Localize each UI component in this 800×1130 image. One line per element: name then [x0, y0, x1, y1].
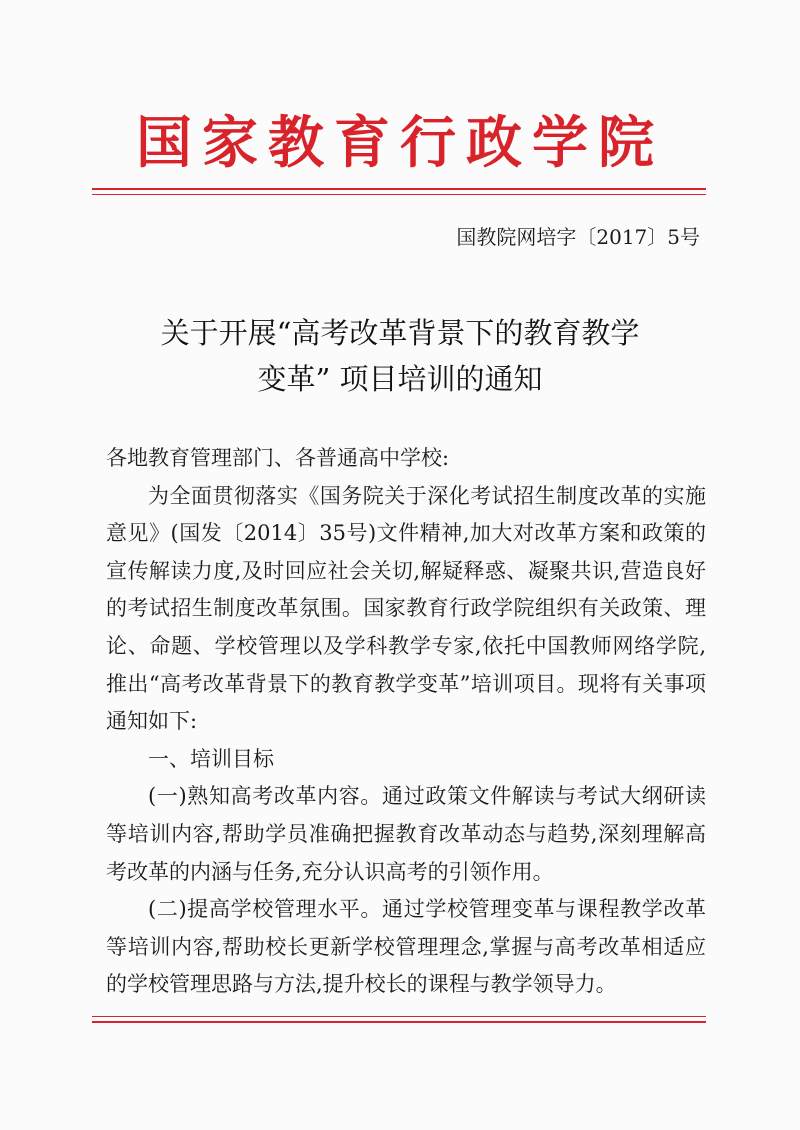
title-line-1: 关于开展“高考改革背景下的教育教学 [160, 316, 640, 350]
document-body [106, 440, 706, 1004]
footer-rule-thick [92, 1021, 706, 1023]
objective-item-2: (二)提高学校管理水平。通过学校管理变革与课程教学改革等培训内容,帮助校长更新学校管理理念,掌握与高考改革相适应的学校管理思路与方法,提升校长的课程与教学领导力。 [106, 897, 706, 997]
document-number: 国教院网培字〔2017〕5号 [456, 225, 700, 249]
institution-header: 国家教育行政学院 [136, 111, 664, 176]
objective-item-1: (一)熟知高考改革内容。通过政策文件解读与考试大纲研读等培训内容,帮助学员准确把握教育改革动态与趋势,深刻理解高考改革的内涵与任务,充分认识高考的引领作用。 [106, 784, 706, 884]
header-rule-thin [92, 194, 706, 195]
footer-rule-thin [92, 1016, 706, 1017]
intro-paragraph: 为全面贯彻落实《国务院关于深化考试招生制度改革的实施意见》(国发〔2014〕35号)文件精神,加大对改革方案和政策的宣传解读力度,及时回应社会关切,解疑释惑、凝聚共识,营造良好的考试招生制度改革氛围。国家教育行政学院组织有关政策、理论、命题、学校管理以及学科教学专家,依托中国教师网络学院,推出“高考改革背景下的教育教学变革”培训项目。现将有关事项通知如下: [106, 483, 706, 734]
header-rule-thick [92, 188, 706, 190]
title-line-2: 变革” 项目培训的通知 [257, 362, 543, 396]
section-heading: 一、培训目标 [148, 746, 274, 771]
document-title [0, 310, 800, 402]
salutation: 各地教育管理部门、各普通高中学校: [106, 446, 450, 470]
